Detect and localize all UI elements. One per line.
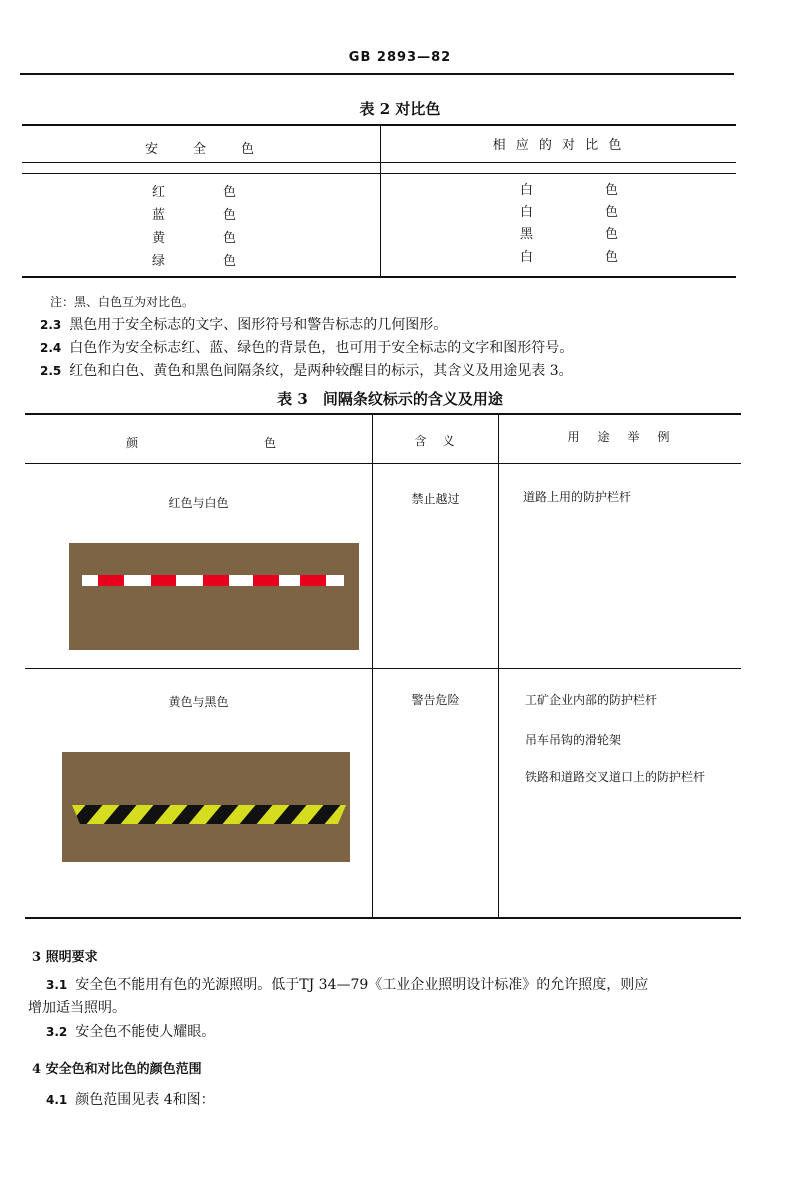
header-rule	[20, 73, 734, 75]
red-stripe	[203, 575, 229, 586]
stripe-meaning: 警告危险	[411, 693, 460, 707]
clause-text: 安全色不能使人耀眼。	[75, 1024, 216, 1040]
red-stripe	[98, 575, 124, 586]
safety-color-suffix: 色	[222, 208, 236, 223]
clause-number: 4.1	[46, 1093, 68, 1107]
contrast-color-cell: 白	[520, 250, 534, 265]
table3-bottom-rule	[25, 917, 741, 919]
clause-2-4	[40, 337, 573, 359]
yellow-black-stripe	[72, 805, 346, 824]
stripe-usage: 道路上用的防护栏杆	[523, 490, 632, 504]
clause-text: 红色和白色、黄色和黑色间隔条纹，是两种较醒目的标示，其含义及用途见表 3。	[69, 363, 573, 379]
stripe-usage: 工矿企业内部的防护栏杆	[525, 693, 658, 707]
clause-2-3	[40, 314, 447, 336]
clause-3-1	[46, 974, 648, 996]
contrast-color-suffix: 色	[604, 205, 618, 220]
table3-caption: 表 3 间隔条纹标示的含义及用途	[277, 390, 503, 408]
table3-header-color: 颜	[126, 436, 139, 450]
contrast-color-cell: 白	[520, 183, 534, 198]
table2-header-contrast: 相 应 的 对 比 色	[492, 138, 625, 153]
table3-header-rule	[25, 463, 741, 464]
clause-text: 黑色用于安全标志的文字、图形符号和警告标志的几何图形。	[69, 317, 448, 333]
safety-color-cell: 蓝	[152, 208, 166, 223]
standard-code: GB 2893—82	[348, 50, 452, 65]
table3-header-usage: 用 途 举 例	[567, 430, 673, 444]
yellow-black-stripe-svg	[62, 752, 350, 862]
clause-number: 3.1	[46, 978, 68, 992]
stripe-usage: 吊车吊钩的滑轮架	[525, 733, 622, 747]
clause-number: 3.2	[46, 1025, 68, 1039]
safety-color-suffix: 色	[222, 254, 236, 269]
stripe-usage: 铁路和道路交叉道口上的防护栏杆	[525, 770, 706, 784]
table2-header-rule-2	[22, 173, 736, 174]
contrast-color-suffix: 色	[604, 227, 618, 242]
table2-bottom-rule	[22, 276, 736, 278]
table3-divider-2	[498, 414, 499, 919]
clause-text: 安全色不能用有色的光源照明。低于TJ 34—79《工业企业照明设计标准》的允许照度，则应	[75, 977, 649, 993]
stripe-color-label: 黄色与黑色	[168, 695, 229, 709]
contrast-color-suffix: 色	[604, 250, 618, 265]
red-stripe	[151, 575, 176, 586]
safety-color-cell: 绿	[152, 254, 166, 269]
stripe-meaning: 禁止越过	[411, 492, 460, 506]
table3-row-rule	[25, 668, 741, 669]
clause-number: 2.4	[40, 341, 62, 355]
table2-caption: 表 2 对比色	[359, 100, 441, 118]
clause-text: 白色作为安全标志红、蓝、绿色的背景色，也可用于安全标志的文字和图形符号。	[69, 340, 574, 356]
red-white-stripe-sample	[69, 543, 359, 650]
section-4-title: 4 安全色和对比色的颜色范围	[32, 1062, 202, 1077]
yellow-black-stripe-sample	[62, 752, 350, 862]
clause-2-5	[40, 360, 573, 382]
contrast-color-suffix: 色	[604, 183, 618, 198]
contrast-color-cell: 白	[520, 205, 534, 220]
clause-number: 2.5	[40, 364, 62, 378]
clause-text: 颜色范围见表 4和图：	[75, 1092, 215, 1108]
table3-header-color-suffix: 色	[264, 436, 277, 450]
table2-top-rule	[22, 124, 736, 126]
table2-note: 注：黑、白色互为对比色。	[50, 295, 195, 309]
clause-4-1	[46, 1089, 215, 1111]
red-stripe	[253, 575, 279, 586]
red-stripe	[300, 575, 326, 586]
table3-header-meaning: 含 义	[414, 434, 457, 448]
table2-header-safety: 安 全 色	[144, 142, 257, 157]
clause-3-1-continued: 增加适当照明。	[28, 1000, 126, 1016]
safety-color-suffix: 色	[222, 185, 236, 200]
safety-color-cell: 黄	[152, 231, 166, 246]
section-3-title: 3 照明要求	[32, 950, 98, 965]
clause-3-2	[46, 1021, 215, 1043]
table2-header-rule	[22, 162, 736, 163]
stripe-color-label: 红色与白色	[168, 496, 229, 510]
safety-color-cell: 红	[152, 185, 166, 200]
clause-number: 2.3	[40, 318, 62, 332]
red-white-stripe-svg	[69, 543, 359, 650]
safety-color-suffix: 色	[222, 231, 236, 246]
table3-top-rule	[25, 413, 741, 415]
contrast-color-cell: 黑	[520, 227, 534, 242]
